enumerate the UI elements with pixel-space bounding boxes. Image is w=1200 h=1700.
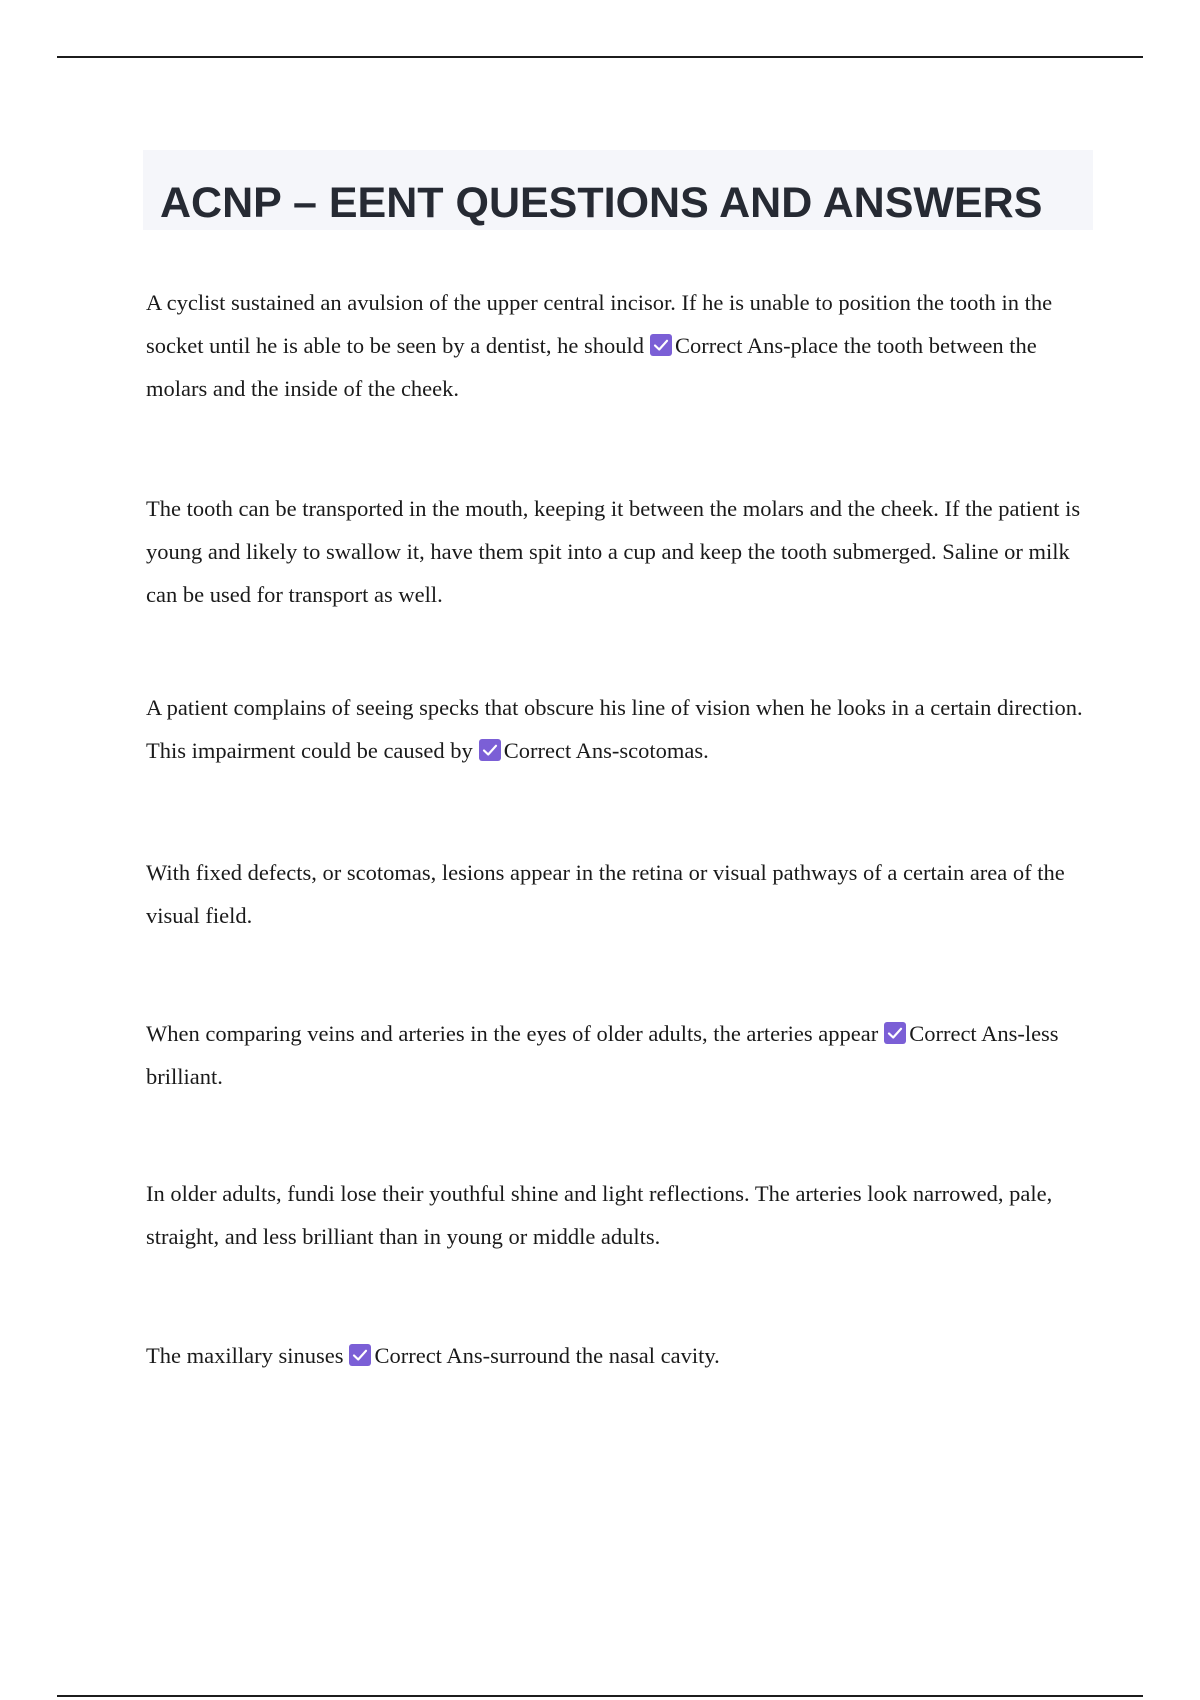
answer-3-text: Correct Ans-less brilliant. [146,1021,1059,1089]
checkbox-check-icon [650,334,672,356]
answer-4-text: Correct Ans-surround the nasal cavity. [374,1343,720,1368]
checkbox-check-icon [884,1022,906,1044]
question-2 [146,686,1092,772]
answer-1-text: Correct Ans-place the tooth between the molars and the inside of the cheek. [146,333,1037,401]
bottom-rule [57,1695,1143,1697]
checkbox-check-icon [349,1344,371,1366]
explanation-1: The tooth can be transported in the mouth, keeping it between the molars and the cheek. If the patient is young and likely to swallow it, have them spit into a cup and keep the tooth submerged. Saline or milk can be used for transport as well. [146,496,1081,607]
answer-2-text: Correct Ans-scotomas. [503,738,709,763]
question-4-text: The maxillary sinuses [146,1343,344,1368]
question-3 [146,1012,1092,1098]
question-2-text: A patient complains of seeing specks that obscure his line of vision when he looks in a certain direction. This impairment could be caused by [146,695,1083,763]
page-title: ACNP – EENT QUESTIONS AND ANSWERS [160,179,1043,227]
question-4 [146,1334,1092,1377]
explanation-3: In older adults, fundi lose their youthful shine and light reflections. The arteries look narrowed, pale, straight, and less brilliant than in young or middle adults. [146,1181,1053,1249]
explanation-2: With fixed defects, or scotomas, lesions appear in the retina or visual pathways of a certain area of the visual field. [146,860,1065,928]
checkbox-check-icon [479,739,501,761]
question-1-text: A cyclist sustained an avulsion of the upper central incisor. If he is unable to position the tooth in the socket until he is able to be seen by a dentist, he should [146,290,1053,358]
question-1 [146,281,1092,410]
question-3-text: When comparing veins and arteries in the eyes of older adults, the arteries appear [146,1021,879,1046]
top-rule [57,56,1143,58]
